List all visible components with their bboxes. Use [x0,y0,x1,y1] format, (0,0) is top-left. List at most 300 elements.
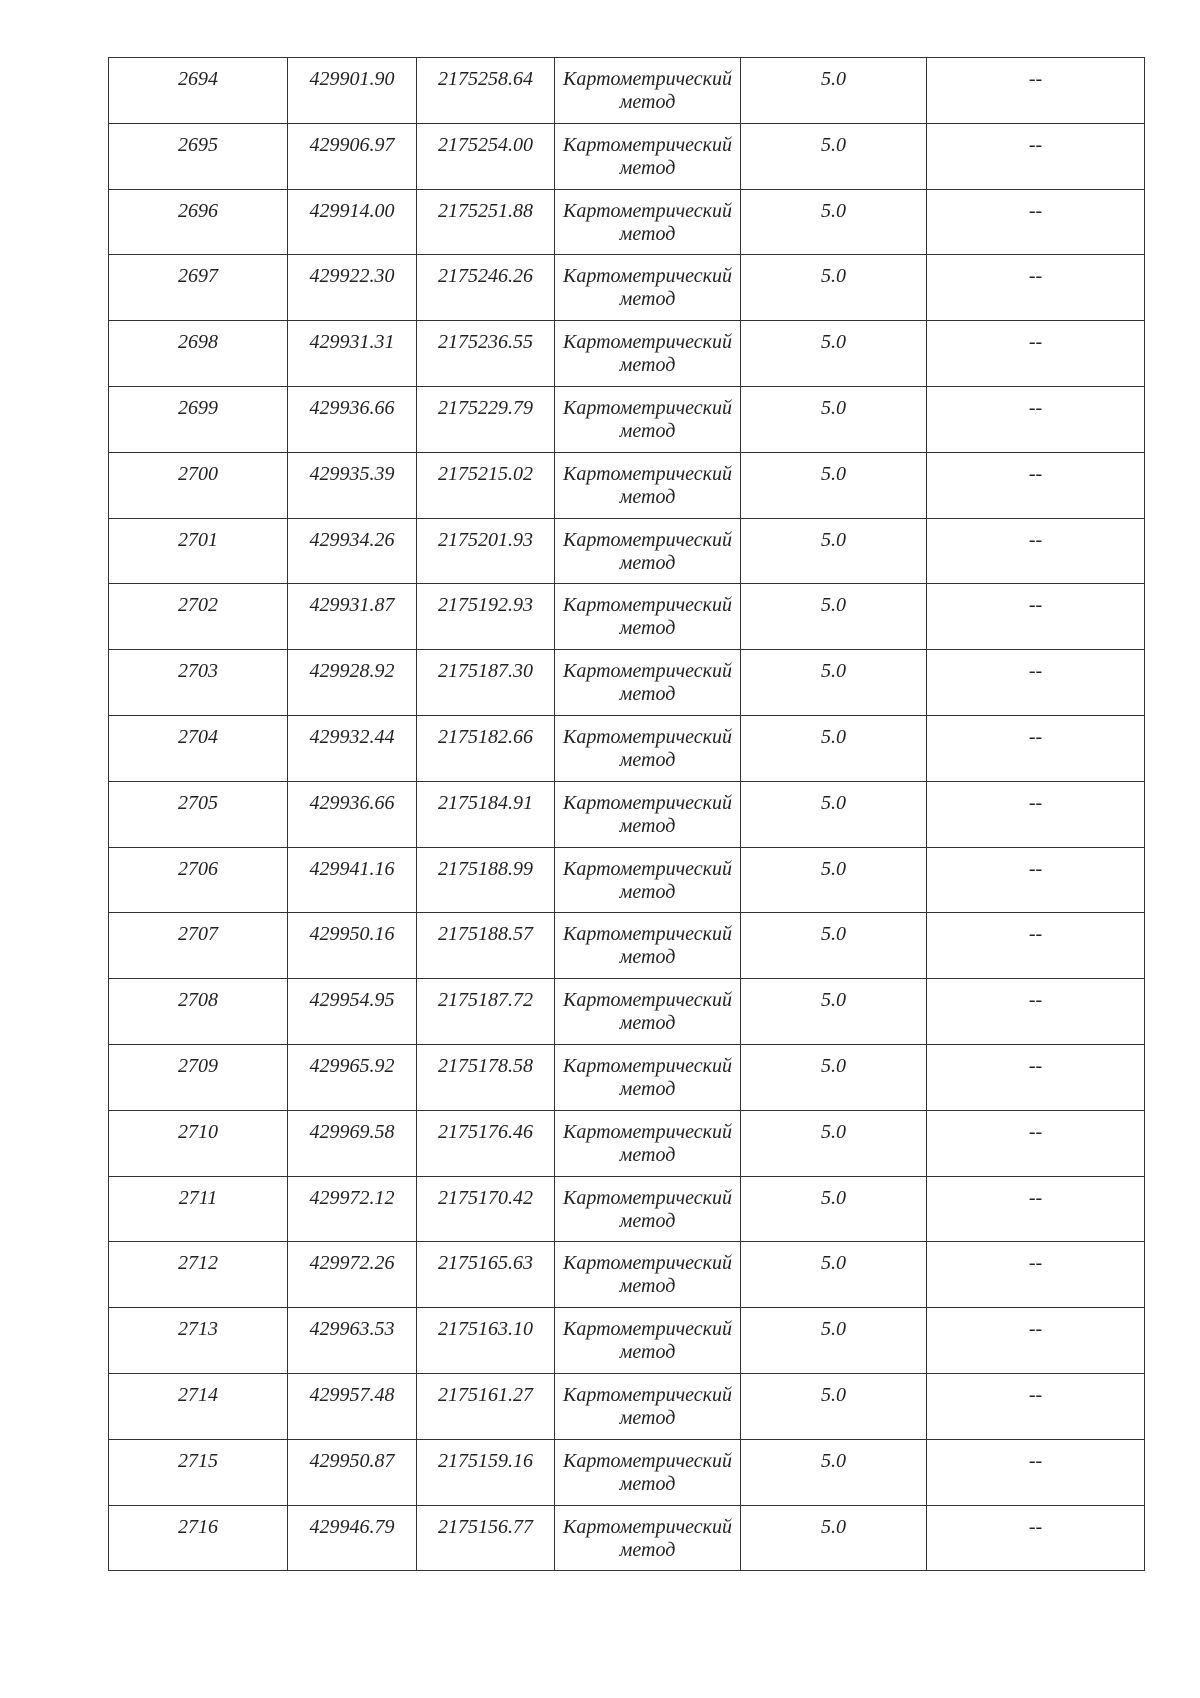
accuracy-cell-text: 5.0 [821,133,846,156]
table-body [109,58,1145,1571]
point-number-cell [109,189,288,255]
table-row [109,1110,1145,1176]
method-line-1: Картометрический [563,1383,732,1406]
x-coordinate-cell [288,715,417,781]
x-coordinate-cell [288,386,417,452]
accuracy-cell [741,584,927,650]
x-coordinate-cell [288,913,417,979]
y-coordinate-cell-text: 2175176.46 [438,1120,533,1143]
accuracy-cell-text: 5.0 [821,1186,846,1209]
note-cell [927,1439,1145,1505]
y-coordinate-cell-text: 2175192.93 [438,594,533,617]
accuracy-cell [741,1373,927,1439]
method-line-2: метод [619,1209,676,1232]
note-cell-text: -- [1028,1383,1043,1406]
accuracy-cell-text: 5.0 [821,594,846,617]
x-coordinate-cell [288,781,417,847]
note-cell-text: -- [1028,68,1043,90]
x-coordinate-cell-text: 429928.92 [309,660,395,683]
y-coordinate-cell-text: 2175178.58 [438,1054,533,1077]
x-coordinate-cell [288,1176,417,1242]
x-coordinate-cell-text: 429931.87 [309,594,395,617]
point-number-cell-text: 2699 [178,396,218,419]
note-cell-text: -- [1028,660,1043,683]
x-coordinate-cell [288,189,417,255]
point-number-cell [109,1505,288,1571]
method-cell [555,255,741,321]
method-line-2: метод [619,419,676,442]
method-line-2: метод [619,1077,676,1100]
method-cell [555,1439,741,1505]
accuracy-cell [741,386,927,452]
y-coordinate-cell [417,913,555,979]
accuracy-cell-text: 5.0 [821,1054,846,1077]
accuracy-cell-text: 5.0 [821,199,846,222]
note-cell-text: -- [1028,331,1043,354]
note-cell-text: -- [1028,1120,1043,1143]
note-cell-text: -- [1028,1054,1043,1077]
table-row [109,1439,1145,1505]
x-coordinate-cell [288,255,417,321]
point-number-cell-text: 2703 [178,660,218,683]
note-cell [927,1110,1145,1176]
method-cell [555,189,741,255]
method-line-2: метод [619,814,676,837]
method-line-1: Картометрический [563,1120,732,1143]
method-cell [555,58,741,124]
accuracy-cell-text: 5.0 [821,857,846,880]
note-cell-text: -- [1028,725,1043,748]
table-row [109,1242,1145,1308]
point-number-cell [109,781,288,847]
note-cell [927,1044,1145,1110]
point-number-cell [109,1110,288,1176]
x-coordinate-cell-text: 429935.39 [309,462,395,485]
x-coordinate-cell-text: 429965.92 [309,1054,395,1077]
point-number-cell-text: 2712 [178,1252,218,1275]
point-number-cell-text: 2714 [178,1383,218,1406]
method-cell [555,386,741,452]
y-coordinate-cell [417,979,555,1045]
point-number-cell-text: 2711 [178,1186,218,1209]
table-row [109,189,1145,255]
table-row [109,1308,1145,1374]
y-coordinate-cell [417,1242,555,1308]
point-number-cell [109,386,288,452]
y-coordinate-cell-text: 2175156.77 [438,1515,533,1538]
accuracy-cell-text: 5.0 [821,989,846,1012]
method-line-2: метод [619,354,676,377]
note-cell-text: -- [1028,462,1043,485]
point-number-cell [109,1373,288,1439]
x-coordinate-cell-text: 429936.66 [309,396,395,419]
x-coordinate-cell-text: 429957.48 [309,1383,395,1406]
point-number-cell-text: 2700 [178,462,218,485]
method-cell [555,321,741,387]
y-coordinate-cell [417,715,555,781]
accuracy-cell [741,255,927,321]
accuracy-cell [741,847,927,913]
y-coordinate-cell [417,189,555,255]
x-coordinate-cell [288,518,417,584]
method-cell [555,584,741,650]
x-coordinate-cell-text: 429954.95 [309,989,395,1012]
note-cell [927,781,1145,847]
y-coordinate-cell [417,1505,555,1571]
method-cell [555,913,741,979]
method-line-2: метод [619,683,676,706]
x-coordinate-cell [288,1044,417,1110]
table-row [109,1044,1145,1110]
method-line-1: Картометрический [563,68,732,90]
x-coordinate-cell [288,321,417,387]
x-coordinate-cell-text: 429932.44 [309,725,395,748]
accuracy-cell [741,452,927,518]
y-coordinate-cell-text: 2175163.10 [438,1318,533,1341]
x-coordinate-cell [288,584,417,650]
method-line-2: метод [619,91,676,113]
method-cell [555,650,741,716]
note-cell [927,913,1145,979]
point-number-cell-text: 2701 [178,528,218,551]
point-number-cell [109,123,288,189]
accuracy-cell-text: 5.0 [821,1318,846,1341]
note-cell-text: -- [1028,199,1043,222]
accuracy-cell-text: 5.0 [821,791,846,814]
x-coordinate-cell [288,1308,417,1374]
method-line-2: метод [619,1275,676,1298]
method-line-2: метод [619,288,676,311]
accuracy-cell-text: 5.0 [821,725,846,748]
point-number-cell [109,715,288,781]
table-row [109,1505,1145,1571]
x-coordinate-cell [288,979,417,1045]
y-coordinate-cell [417,518,555,584]
accuracy-cell-text: 5.0 [821,528,846,551]
x-coordinate-cell-text: 429963.53 [309,1318,395,1341]
accuracy-cell [741,650,927,716]
note-cell-text: -- [1028,989,1043,1012]
point-number-cell [109,452,288,518]
accuracy-cell [741,518,927,584]
method-cell [555,1505,741,1571]
method-line-2: метод [619,1012,676,1035]
note-cell-text: -- [1028,923,1043,946]
point-number-cell-text: 2705 [178,791,218,814]
x-coordinate-cell [288,1242,417,1308]
accuracy-cell [741,189,927,255]
accuracy-cell-text: 5.0 [821,1252,846,1275]
point-number-cell-text: 2709 [178,1054,218,1077]
point-number-cell-text: 2702 [178,594,218,617]
x-coordinate-cell-text: 429972.12 [309,1186,395,1209]
method-line-1: Картометрический [563,331,732,354]
point-number-cell-text: 2696 [178,199,218,222]
method-line-2: метод [619,1472,676,1495]
accuracy-cell-text: 5.0 [821,1515,846,1538]
method-line-1: Картометрический [563,594,732,617]
accuracy-cell [741,781,927,847]
note-cell [927,1373,1145,1439]
y-coordinate-cell-text: 2175161.27 [438,1383,533,1406]
method-cell [555,452,741,518]
y-coordinate-cell-text: 2175258.64 [438,68,533,90]
table-row [109,321,1145,387]
table-row [109,255,1145,321]
table-row [109,979,1145,1045]
accuracy-cell-text: 5.0 [821,68,846,90]
table-row [109,913,1145,979]
method-line-2: метод [619,1406,676,1429]
y-coordinate-cell-text: 2175254.00 [438,133,533,156]
accuracy-cell [741,58,927,124]
accuracy-cell [741,913,927,979]
x-coordinate-cell-text: 429936.66 [309,791,395,814]
note-cell [927,518,1145,584]
x-coordinate-cell-text: 429972.26 [309,1252,395,1275]
x-coordinate-cell-text: 429946.79 [309,1515,395,1538]
note-cell [927,123,1145,189]
note-cell [927,1505,1145,1571]
method-cell [555,979,741,1045]
method-line-2: метод [619,156,676,179]
x-coordinate-cell [288,1439,417,1505]
method-line-2: метод [619,551,676,574]
point-number-cell [109,847,288,913]
y-coordinate-cell-text: 2175170.42 [438,1186,533,1209]
x-coordinate-cell [288,452,417,518]
note-cell-text: -- [1028,1252,1043,1275]
note-cell-text: -- [1028,1449,1043,1472]
y-coordinate-cell [417,1373,555,1439]
method-line-1: Картометрический [563,1186,732,1209]
point-number-cell [109,1044,288,1110]
point-number-cell-text: 2716 [178,1515,218,1538]
y-coordinate-cell [417,650,555,716]
y-coordinate-cell [417,1308,555,1374]
accuracy-cell-text: 5.0 [821,396,846,419]
point-number-cell-text: 2704 [178,725,218,748]
method-line-1: Картометрический [563,133,732,156]
table-row [109,1373,1145,1439]
note-cell-text: -- [1028,1515,1043,1538]
point-number-cell-text: 2710 [178,1120,218,1143]
method-line-2: метод [619,880,676,903]
accuracy-cell [741,1505,927,1571]
method-line-2: метод [619,1341,676,1364]
note-cell-text: -- [1028,791,1043,814]
y-coordinate-cell-text: 2175236.55 [438,331,533,354]
note-cell [927,584,1145,650]
table-row [109,715,1145,781]
note-cell [927,1176,1145,1242]
method-line-1: Картометрический [563,857,732,880]
accuracy-cell-text: 5.0 [821,462,846,485]
y-coordinate-cell-text: 2175215.02 [438,462,533,485]
point-number-cell [109,1308,288,1374]
method-cell [555,847,741,913]
accuracy-cell [741,1439,927,1505]
x-coordinate-cell [288,58,417,124]
y-coordinate-cell [417,123,555,189]
method-line-1: Картометрический [563,791,732,814]
accuracy-cell-text: 5.0 [821,660,846,683]
y-coordinate-cell-text: 2175184.91 [438,791,533,814]
y-coordinate-cell [417,1176,555,1242]
y-coordinate-cell-text: 2175165.63 [438,1252,533,1275]
method-line-1: Картометрический [563,725,732,748]
method-line-2: метод [619,946,676,969]
accuracy-cell [741,1308,927,1374]
y-coordinate-cell [417,58,555,124]
accuracy-cell [741,1176,927,1242]
accuracy-cell [741,1044,927,1110]
method-line-1: Картометрический [563,265,732,288]
note-cell [927,58,1145,124]
point-number-cell-text: 2715 [178,1449,218,1472]
point-number-cell [109,584,288,650]
y-coordinate-cell-text: 2175188.99 [438,857,533,880]
x-coordinate-cell [288,847,417,913]
table-row [109,386,1145,452]
table-row [109,781,1145,847]
method-cell [555,1176,741,1242]
table-row [109,518,1145,584]
point-number-cell-text: 2695 [178,133,218,156]
x-coordinate-cell [288,650,417,716]
y-coordinate-cell [417,452,555,518]
coordinates-table [108,57,1145,1571]
accuracy-cell [741,123,927,189]
note-cell [927,715,1145,781]
point-number-cell [109,58,288,124]
note-cell [927,1308,1145,1374]
x-coordinate-cell-text: 429941.16 [309,857,395,880]
y-coordinate-cell [417,386,555,452]
method-line-1: Картометрический [563,1252,732,1275]
method-line-1: Картометрический [563,660,732,683]
method-line-2: метод [619,748,676,771]
method-line-2: метод [619,1538,676,1561]
y-coordinate-cell [417,1044,555,1110]
method-line-1: Картометрический [563,396,732,419]
y-coordinate-cell-text: 2175229.79 [438,396,533,419]
point-number-cell [109,255,288,321]
method-cell [555,781,741,847]
point-number-cell [109,1242,288,1308]
method-cell [555,1308,741,1374]
point-number-cell [109,979,288,1045]
x-coordinate-cell-text: 429922.30 [309,265,395,288]
x-coordinate-cell-text: 429950.87 [309,1449,395,1472]
y-coordinate-cell [417,255,555,321]
x-coordinate-cell [288,1110,417,1176]
y-coordinate-cell [417,1439,555,1505]
x-coordinate-cell-text: 429931.31 [309,331,395,354]
note-cell-text: -- [1028,133,1043,156]
accuracy-cell-text: 5.0 [821,1383,846,1406]
y-coordinate-cell [417,781,555,847]
point-number-cell [109,913,288,979]
note-cell [927,255,1145,321]
point-number-cell-text: 2707 [178,923,218,946]
method-line-1: Картометрический [563,989,732,1012]
y-coordinate-cell-text: 2175251.88 [438,199,533,222]
note-cell-text: -- [1028,594,1043,617]
accuracy-cell-text: 5.0 [821,1449,846,1472]
table-row [109,847,1145,913]
method-cell [555,123,741,189]
point-number-cell-text: 2706 [178,857,218,880]
point-number-cell [109,321,288,387]
note-cell [927,189,1145,255]
method-line-2: метод [619,222,676,245]
point-number-cell [109,518,288,584]
method-line-1: Картометрический [563,199,732,222]
note-cell [927,1242,1145,1308]
note-cell-text: -- [1028,1318,1043,1341]
method-line-1: Картометрический [563,462,732,485]
y-coordinate-cell [417,321,555,387]
method-line-1: Картометрический [563,1515,732,1538]
table-row [109,1176,1145,1242]
method-line-1: Картометрический [563,528,732,551]
method-line-2: метод [619,617,676,640]
x-coordinate-cell [288,1505,417,1571]
note-cell-text: -- [1028,396,1043,419]
accuracy-cell-text: 5.0 [821,1120,846,1143]
method-line-2: метод [619,1143,676,1166]
note-cell [927,650,1145,716]
x-coordinate-cell [288,1373,417,1439]
point-number-cell-text: 2698 [178,331,218,354]
y-coordinate-cell-text: 2175201.93 [438,528,533,551]
note-cell [927,386,1145,452]
y-coordinate-cell-text: 2175188.57 [438,923,533,946]
x-coordinate-cell-text: 429906.97 [309,133,395,156]
note-cell-text: -- [1028,528,1043,551]
y-coordinate-cell-text: 2175187.72 [438,989,533,1012]
accuracy-cell [741,321,927,387]
x-coordinate-cell [288,123,417,189]
point-number-cell-text: 2713 [178,1318,218,1341]
y-coordinate-cell-text: 2175187.30 [438,660,533,683]
x-coordinate-cell-text: 429950.16 [309,923,395,946]
method-line-2: метод [619,485,676,508]
method-cell [555,1242,741,1308]
y-coordinate-cell-text: 2175246.26 [438,265,533,288]
note-cell [927,321,1145,387]
note-cell [927,847,1145,913]
method-line-1: Картометрический [563,1318,732,1341]
accuracy-cell [741,1110,927,1176]
note-cell-text: -- [1028,265,1043,288]
method-line-1: Картометрический [563,1449,732,1472]
point-number-cell-text: 2708 [178,989,218,1012]
point-number-cell-text: 2697 [178,265,218,288]
accuracy-cell-text: 5.0 [821,265,846,288]
method-line-1: Картометрический [563,923,732,946]
method-cell [555,1110,741,1176]
accuracy-cell [741,1242,927,1308]
note-cell [927,452,1145,518]
table-row [109,452,1145,518]
note-cell-text: -- [1028,857,1043,880]
x-coordinate-cell-text: 429934.26 [309,528,395,551]
note-cell-text: -- [1028,1186,1043,1209]
method-cell [555,715,741,781]
accuracy-cell-text: 5.0 [821,331,846,354]
